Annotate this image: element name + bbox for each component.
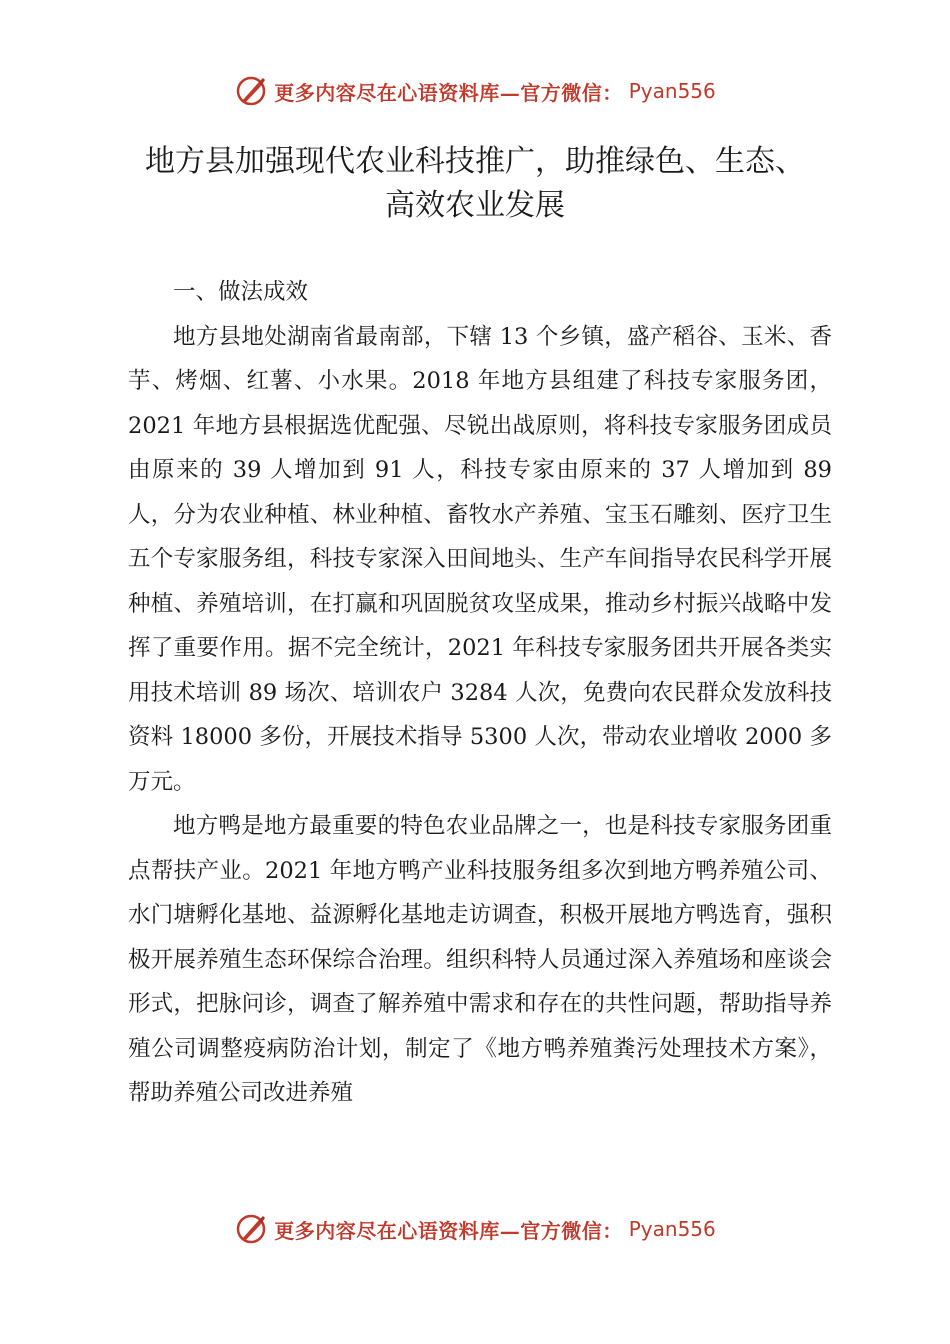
pen-nib-circle-icon: [234, 74, 268, 108]
watermark-text: 更多内容尽在心语资料库—官方微信：: [274, 80, 623, 105]
watermark-header: [0, 74, 950, 108]
section-heading: 一、做法成效: [173, 279, 309, 305]
watermark-contact: Pyan556: [628, 1217, 716, 1241]
pen-nib-circle-icon: [234, 1212, 268, 1246]
paragraph-1: 地方县地处湖南省最南部，下辖 13 个乡镇，盛产稻谷、玉米、香芋、烤烟、红薯、小水果。2018 年地方县组建了科技专家服务团，2021 年地方县根据选优配强、尽锐出战原则，将科技专家服务团成员由原来的 39 人增加到 91 人，科技专家由原来的 37 人增加到 89 人，分为农业种植、林业种植、畜牧水产养殖、宝玉石雕刻、医疗卫生五个专家服务组，科技专家深入田间地头、生产车间指导农民科学开展种植、养殖培训，在打赢和巩固脱贫攻坚成果，推动乡村振兴战略中发挥了重要作用。据不完全统计，2021 年科技专家服务团共开展各类实用技术培训 89 场次、培训农户 3284 人次，免费向农民群众发放科技资料 18000 多份，开展技术指导 5300 人次，带动农业增收 2000 多万元。: [128, 323, 832, 795]
page-title: [100, 140, 850, 228]
document-body: [128, 270, 832, 1116]
watermark-contact: Pyan556: [628, 79, 716, 103]
watermark-text: 更多内容尽在心语资料库—官方微信：: [274, 1218, 623, 1243]
title-line-1: 地方县加强现代农业科技推广，助推绿色、生态、: [145, 144, 805, 179]
watermark-footer: [0, 1212, 950, 1246]
title-line-2: 高效农业发展: [385, 188, 565, 223]
paragraph-2: 地方鸭是地方最重要的特色农业品牌之一，也是科技专家服务团重点帮扶产业。2021 年地方鸭产业科技服务组多次到地方鸭养殖公司、水门塘孵化基地、益源孵化基地走访调查，积极开展地方鸭选育，强积极开展养殖生态环保综合治理。组织科特人员通过深入养殖场和座谈会形式，把脉问诊，调查了解养殖中需求和存在的共性问题，帮助指导养殖公司调整疫病防治计划，制定了《地方鸭养殖粪污处理技术方案》，帮助养殖公司改进养殖: [128, 813, 832, 1106]
